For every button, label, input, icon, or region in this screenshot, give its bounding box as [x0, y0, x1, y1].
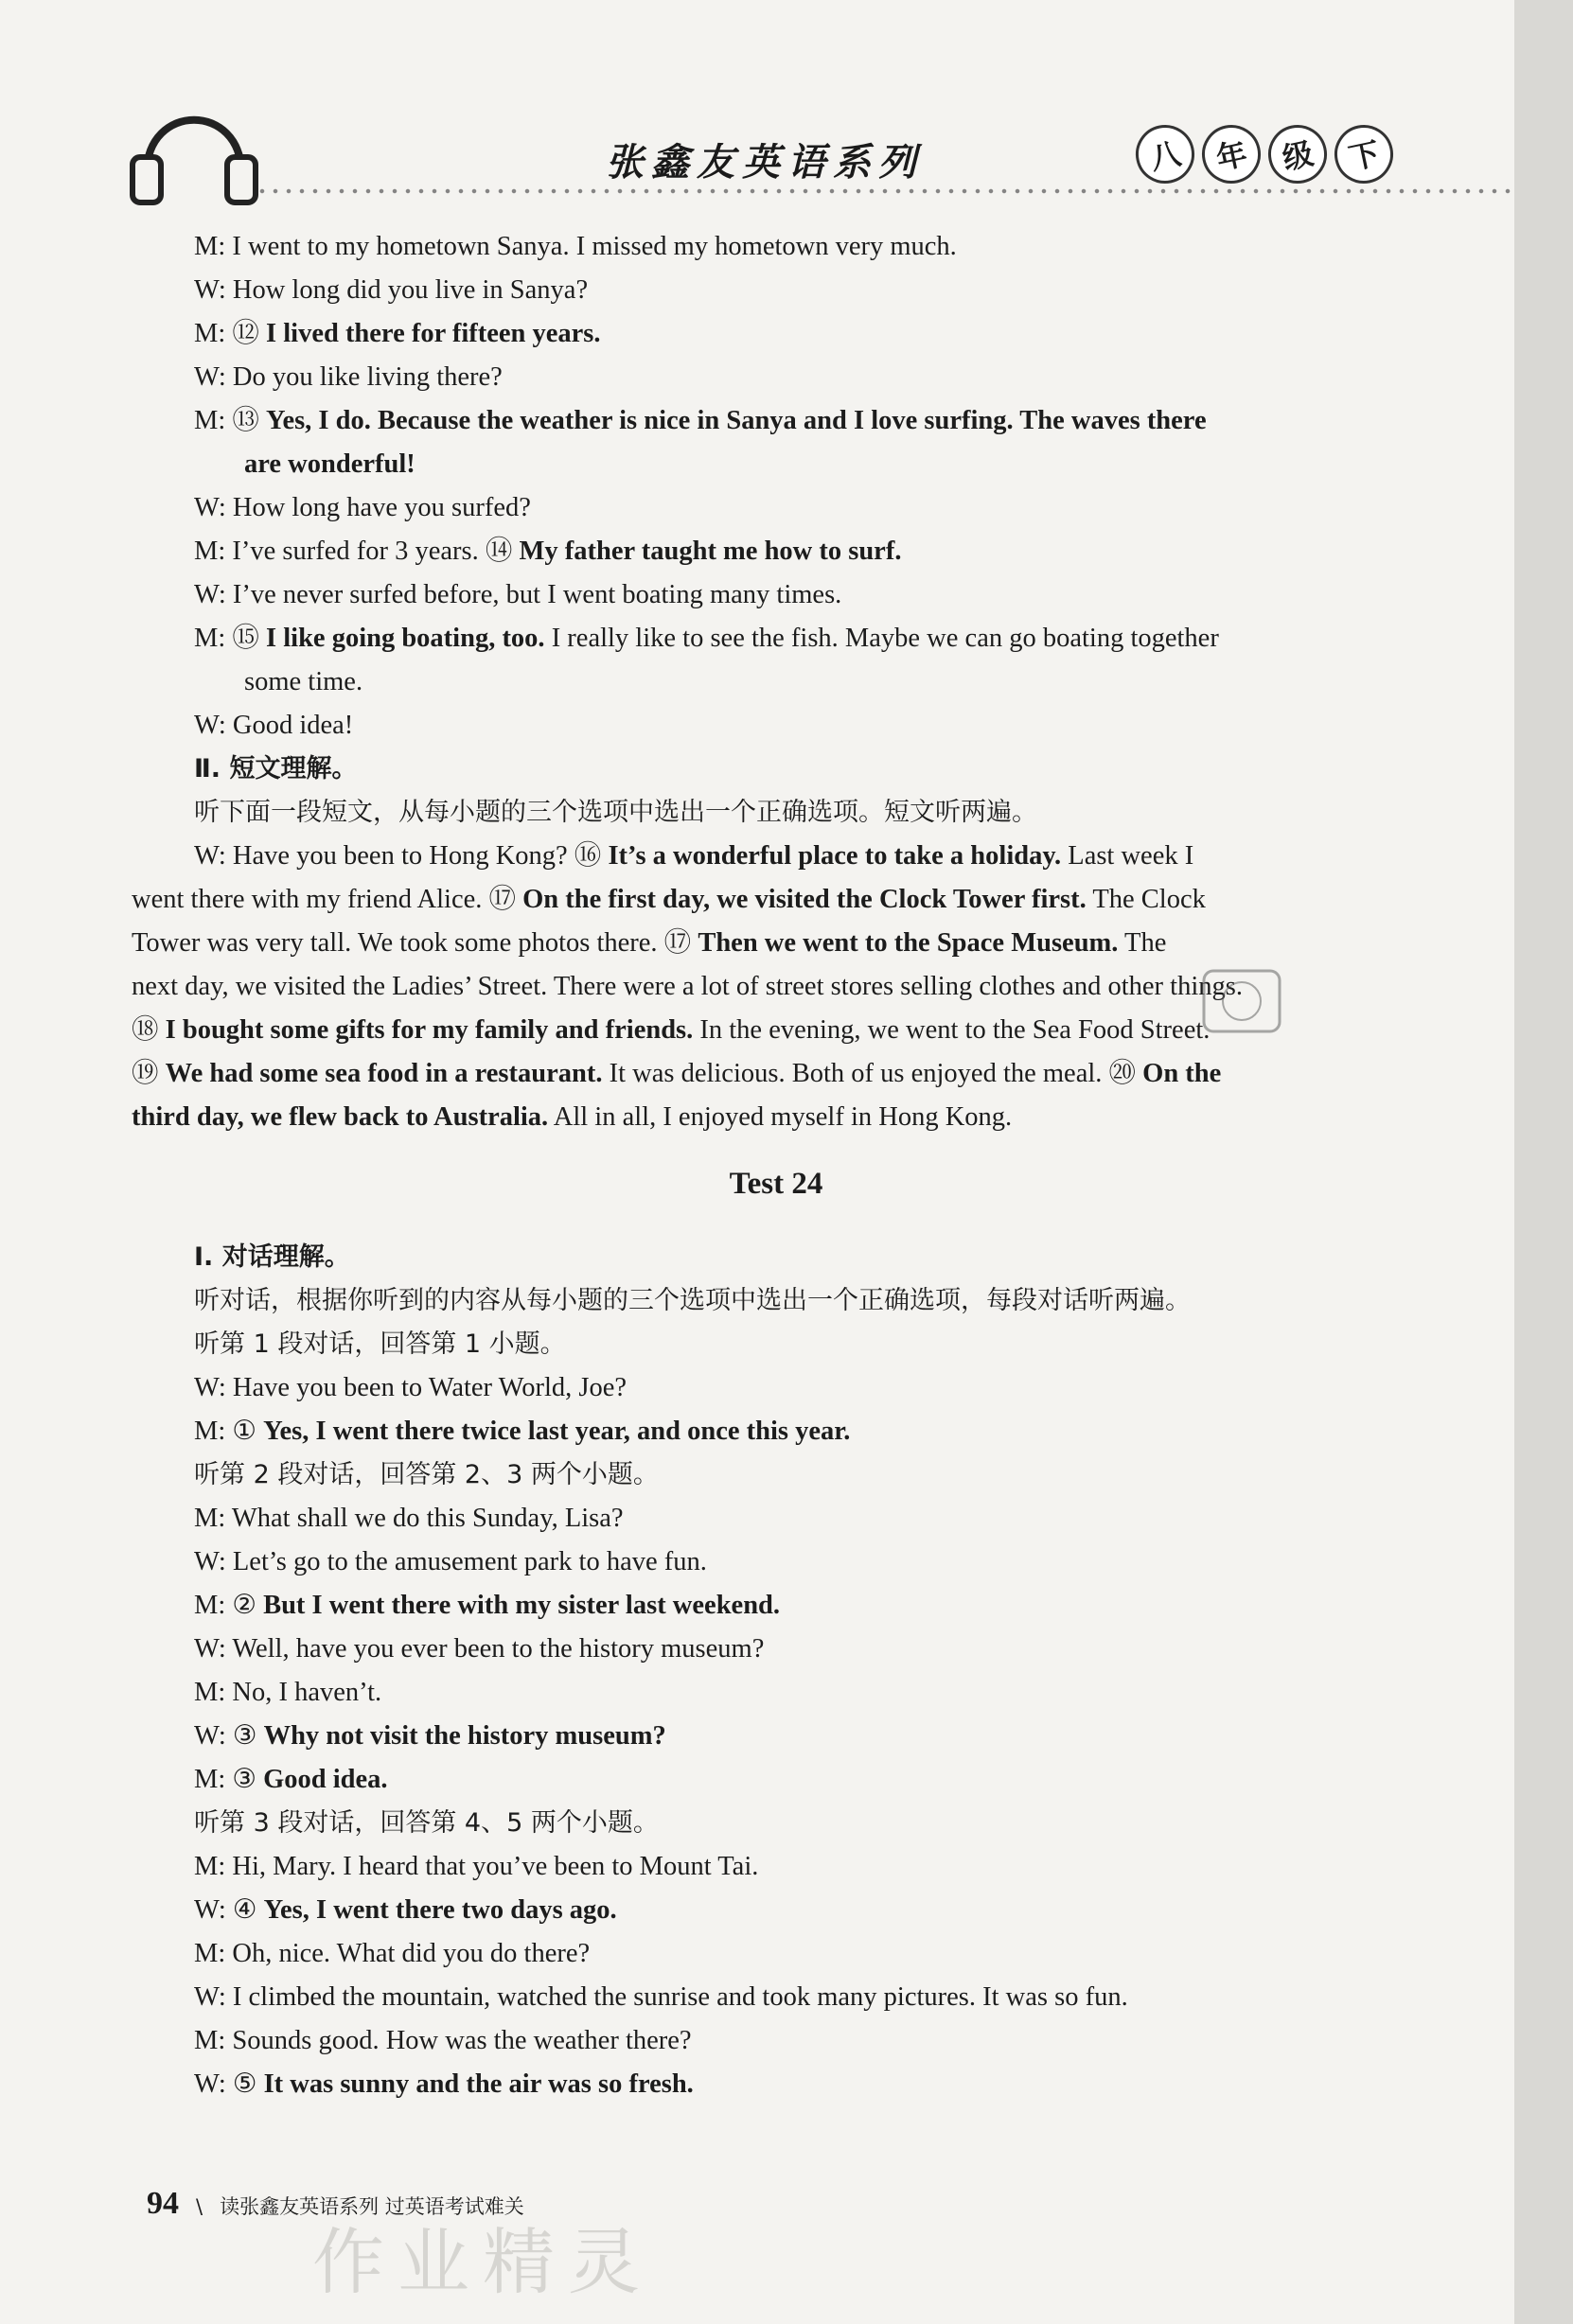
watermark: 作业精灵 [312, 2220, 653, 2304]
answer-text: On the first day, we visited the Clock Tower first. [522, 885, 1087, 914]
answer-text: My father taught me how to surf. [519, 537, 902, 566]
paragraph-line [0, 878, 1514, 922]
page-number: 94 [147, 2186, 179, 2221]
section-heading [0, 1236, 1514, 1279]
dialogue-continuation [0, 443, 1514, 486]
text-segment: 听下面一段短文，从每小题的三个选项中选出一个正确选项。短文听两遍。 [194, 798, 1037, 827]
text-segment: W: ⑤ [194, 2069, 264, 2099]
dialogue-line [0, 1628, 1514, 1671]
answer-text: It’s a wonderful place to take a holiday. [608, 841, 1062, 871]
dialogue-line [0, 1541, 1514, 1584]
answer-text: I like going boating, too. [266, 624, 545, 653]
text-segment: W: I climbed the mountain, watched the sunrise and took many pictures. It was so fun. [194, 1982, 1128, 2012]
grade-char: 八 [1130, 119, 1200, 189]
dialogue-line [0, 617, 1514, 660]
dialogue-line [0, 1584, 1514, 1628]
dialogue-line [0, 1497, 1514, 1541]
text-segment: M: I went to my hometown Sanya. I missed my hometown very much. [194, 232, 957, 261]
page-content [0, 225, 1514, 2106]
text-segment: M: I’ve surfed for 3 years. ⑭ [194, 537, 520, 566]
instruction-line [0, 1279, 1514, 1323]
paragraph-line [0, 922, 1514, 965]
text-segment: W: How long have you surfed? [194, 493, 531, 522]
paragraph-line [0, 1052, 1514, 1096]
answer-text: On the [1142, 1059, 1222, 1088]
dialogue-line [0, 1366, 1514, 1410]
paragraph-line [0, 965, 1514, 1009]
page-edge [1514, 0, 1573, 2324]
text-segment: M: ⑫ [194, 319, 267, 348]
text-segment: ⑲ [132, 1059, 166, 1088]
text-segment: W: How long did you live in Sanya? [194, 275, 589, 305]
dialogue-line [0, 1410, 1514, 1453]
grade-char: 下 [1329, 119, 1399, 189]
grade-char: 年 [1196, 119, 1266, 189]
text-segment: The Clock [1086, 885, 1206, 914]
dialogue-line [0, 2063, 1514, 2106]
answer-text: But I went there with my sister last weekend. [263, 1591, 781, 1620]
dialogue-line [0, 573, 1514, 617]
text-segment: In the evening, we went to the Sea Food Street. [693, 1015, 1211, 1045]
dialogue-line [0, 1758, 1514, 1802]
text-segment: All in all, I enjoyed myself in Hong Kong. [548, 1102, 1013, 1132]
text-segment: M: Hi, Mary. I heard that you’ve been to Mount Tai. [194, 1852, 759, 1881]
test-title [0, 1160, 1514, 1207]
text-segment: M: ⑬ [194, 406, 267, 435]
text-segment: The [1118, 928, 1167, 958]
answer-text: Yes, I went there two days ago. [263, 1895, 617, 1925]
section-heading [0, 748, 1514, 791]
text-segment: W: Have you been to Water World, Joe? [194, 1373, 627, 1402]
footer-separator: \ [196, 2195, 203, 2218]
text-segment: It was delicious. Both of us enjoyed the meal. ⑳ [602, 1059, 1143, 1088]
dialogue-line [0, 1845, 1514, 1889]
dialogue-line [0, 356, 1514, 399]
text-segment: M: Sounds good. How was the weather there? [194, 2026, 692, 2055]
text-segment: 听第 3 段对话，回答第 4、5 两个小题。 [194, 1808, 659, 1838]
instruction-line [0, 1802, 1514, 1845]
dialogue-line [0, 269, 1514, 312]
text-segment: ⑱ [132, 1015, 166, 1045]
text-segment: M: ② [194, 1591, 264, 1620]
paragraph-line [0, 1009, 1514, 1052]
text-segment: W: I’ve never surfed before, but I went boating many times. [194, 580, 842, 609]
text-segment: M: ③ [194, 1765, 264, 1794]
text-segment: W: Have you been to Hong Kong? ⑯ [194, 841, 609, 871]
answer-text: Yes, I do. Because the weather is nice in Sanya and I love surfing. The waves there [266, 406, 1207, 435]
answer-text: Test 24 [729, 1167, 823, 1201]
dialogue-line [0, 486, 1514, 530]
text-segment: W: Good idea! [194, 711, 354, 740]
answer-text: Yes, I went there twice last year, and once this year. [263, 1417, 851, 1446]
text-segment: W: ④ [194, 1895, 264, 1925]
text-segment: went there with my friend Alice. ⑰ [132, 885, 523, 914]
text-segment: Last week I [1061, 841, 1194, 871]
dialogue-line [0, 1715, 1514, 1758]
dialogue-line [0, 1976, 1514, 2019]
header [0, 0, 1514, 218]
dialogue-line [0, 312, 1514, 356]
grade-char: 级 [1263, 119, 1333, 189]
dialogue-line [0, 1671, 1514, 1715]
series-title: 张鑫友英语系列 [606, 141, 924, 185]
answer-text: third day, we flew back to Australia. [132, 1102, 549, 1132]
text-segment: M: ① [194, 1417, 264, 1446]
dialogue-line [0, 704, 1514, 748]
stamp-icon [1200, 967, 1283, 1035]
dialogue-line [0, 225, 1514, 269]
text-segment: 听第 1 段对话，回答第 1 小题。 [194, 1329, 566, 1359]
dialogue-continuation [0, 660, 1514, 704]
instruction-line [0, 791, 1514, 835]
dialogue-line [0, 1932, 1514, 1976]
answer-text: I bought some gifts for my family and friends. [165, 1015, 694, 1045]
dotted-divider [256, 185, 1514, 197]
answer-text: Good idea. [263, 1765, 388, 1794]
text-segment: some time. [244, 667, 363, 696]
paragraph-line [0, 1096, 1514, 1139]
answer-text: Why not visit the history museum? [263, 1721, 666, 1751]
text-segment: I really like to see the fish. Maybe we can go boating together [544, 624, 1219, 653]
answer-text: Ⅱ. 短文理解。 [194, 754, 358, 783]
text-segment: M: Oh, nice. What did you do there? [194, 1939, 591, 1968]
text-segment: W: Well, have you ever been to the history museum? [194, 1634, 765, 1664]
dialogue-line [0, 399, 1514, 443]
answer-text: Ⅰ. 对话理解。 [194, 1242, 350, 1272]
dialogue-line [0, 1889, 1514, 1932]
grade-badges [1136, 125, 1393, 184]
text-segment: M: What shall we do this Sunday, Lisa? [194, 1504, 624, 1533]
text-segment: W: Do you like living there? [194, 362, 503, 392]
dialogue-line [0, 530, 1514, 573]
footer-text: 读张鑫友英语系列 过英语考试难关 [220, 2195, 524, 2218]
answer-text: I lived there for fifteen years. [266, 319, 601, 348]
answer-text: It was sunny and the air was so fresh. [263, 2069, 694, 2099]
text-segment: 听第 2 段对话，回答第 2、3 两个小题。 [194, 1460, 659, 1489]
instruction-line [0, 1453, 1514, 1497]
instruction-line [0, 1323, 1514, 1366]
paragraph-line [0, 835, 1514, 878]
text-segment: W: Let’s go to the amusement park to have fun. [194, 1547, 707, 1576]
text-segment: 听对话，根据你听到的内容从每小题的三个选项中选出一个正确选项，每段对话听两遍。 [194, 1286, 1191, 1315]
text-segment: W: ③ [194, 1721, 264, 1751]
answer-text: We had some sea food in a restaurant. [165, 1059, 603, 1088]
answer-text: Then we went to the Space Museum. [698, 928, 1119, 958]
text-segment: M: No, I haven’t. [194, 1678, 382, 1707]
answer-text: are wonderful! [244, 449, 415, 479]
text-segment: next day, we visited the Ladies’ Street. There were a lot of street stores selling clothes and other things. [132, 972, 1243, 1001]
text-segment: M: ⑮ [194, 624, 267, 653]
dialogue-line [0, 2019, 1514, 2063]
headphones-icon [123, 83, 265, 206]
text-segment: Tower was very tall. We took some photos there. ⑰ [132, 928, 698, 958]
